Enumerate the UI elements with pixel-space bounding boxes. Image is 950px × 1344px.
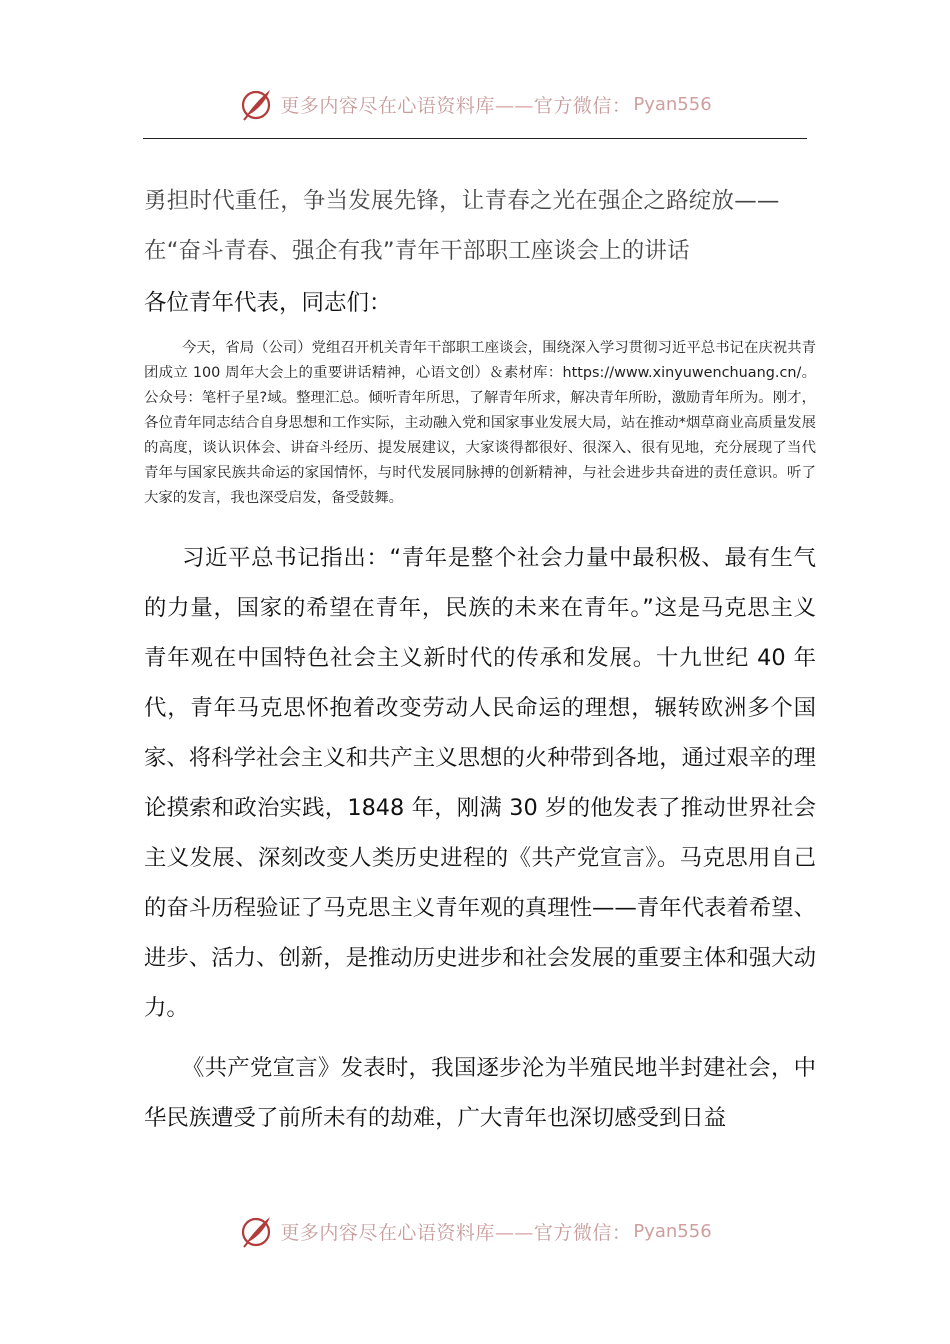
paragraph-manifesto: 《共产党宣言》发表时，我国逐步沦为半殖民地半封建社会，中华民族遭受了前所未有的劫难，广大青年也深切感受到日益 <box>144 1055 816 1131</box>
footer-separator: —— <box>494 1221 534 1244</box>
footer-wechat-id: Pyan556 <box>633 1220 712 1242</box>
paragraph-marxism: 习近平总书记指出：“青年是整个社会力量中最积极、最有生气的力量，国家的希望在青年，民族的未来在青年。”这是马克思主义青年观在中国特色社会主义新时代的传承和发展。十九世纪 40 年代，青年马克思怀抱着改变劳动人民命运的理想，辗转欧洲多个国家、将科学社会主义和共产主义思想的火种带到各地，通过艰辛的理论摸索和政治实践，1848 年，刚满 30 岁的他发表了推动世界社会主义发展、深刻改变人类历史进程的《共产党宣言》。马克思用自己的奋斗历程验证了马克思主义青年观的真理性——青年代表着希望、进步、活力、创新，是推动历史进步和社会发展的重要主体和强大动力。 <box>144 545 816 1021</box>
banner-wechat-id: Pyan556 <box>633 93 712 115</box>
footer-banner <box>0 1211 950 1251</box>
quill-logo-icon <box>238 1213 274 1249</box>
banner-main-text: 更多内容尽在心语资料库 <box>280 94 495 117</box>
paragraph-intro: 今天，省局（公司）党组召开机关青年干部职工座谈会，围绕深入学习贯彻习近平总书记在庆祝共青团成立 100 周年大会上的重要讲话精神，心语文创）＆素材库：https://www.xinyuwenchuang.cn/。公众号：笔杆子星?域。整理汇总。倾听青年所思，了解青年所求，解决青年所盼，激励青年所为。刚才，各位青年同志结合自身思想和工作实际，主动融入党和国家事业发展大局，站在推动*烟草商业高质量发展的高度，谈认识体会、讲奋斗经历、提发展建议，大家谈得都很好、很深入、很有见地，充分展现了当代青年与国家民族共命运的家国情怀，与时代发展同脉搏的创新精神，与社会进步共奋进的责任意识。听了大家的发言，我也深受启发，备受鼓舞。 <box>144 340 816 506</box>
banner-separator: —— <box>494 94 534 117</box>
salutation: 各位青年代表，同志们： <box>144 290 392 316</box>
quill-logo-icon <box>238 86 274 122</box>
footer-wechat-label: 官方微信： <box>533 1221 632 1244</box>
document-body <box>144 176 816 1143</box>
document-title: 勇担时代重任，争当发展先锋，让青春之光在强企之路绽放——在“奋斗青春、强企有我”青年干部职工座谈会上的讲话 <box>144 188 780 264</box>
header-banner <box>0 84 950 124</box>
banner-wechat-label: 官方微信： <box>533 94 632 117</box>
header-divider <box>143 138 807 139</box>
footer-main-text: 更多内容尽在心语资料库 <box>280 1221 495 1244</box>
